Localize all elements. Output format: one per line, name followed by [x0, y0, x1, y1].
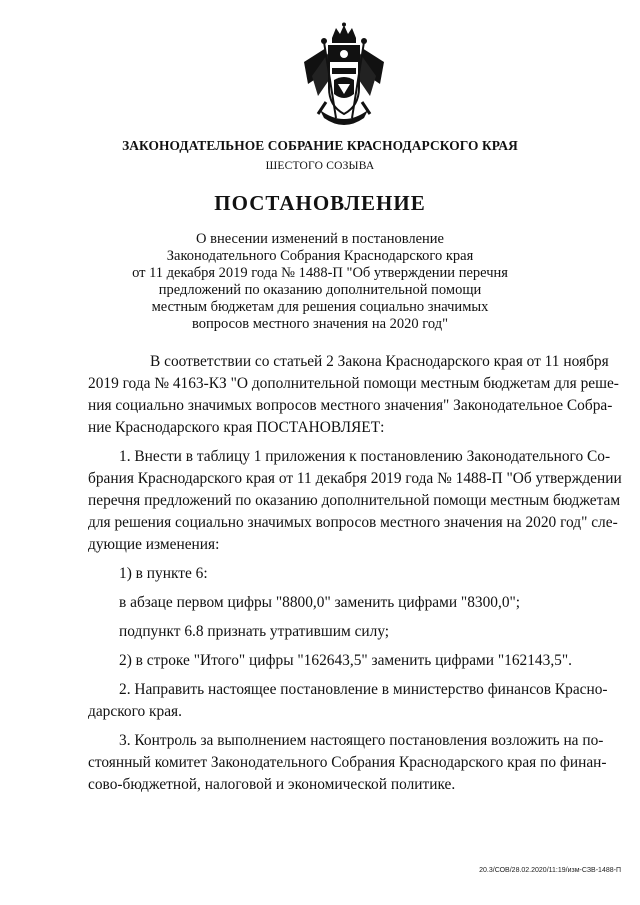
preamble-paragraph	[88, 351, 619, 439]
text-line: дарского края.	[88, 703, 182, 720]
coat-of-arms-icon	[296, 22, 392, 130]
item-1-paragraph	[88, 446, 622, 556]
convocation-label: ШЕСТОГО СОЗЫВА	[265, 160, 375, 172]
text-line: стоянный комитет Законодательного Собрания Краснодарского края по финан-	[88, 754, 607, 771]
document-body	[88, 351, 622, 803]
text-line: 2. Направить настоящее постановление в министерство финансов Красно-	[119, 681, 608, 698]
sub-item-1a	[119, 592, 600, 614]
text-line: перечня предложений по оказанию дополнительной помощи местным бюджетам	[88, 492, 621, 509]
text-line: 1. Внести в таблицу 1 приложения к постановлению Законодательного Со-	[119, 448, 611, 465]
subject-line: предложений по оказанию дополнительной помощи	[158, 282, 482, 298]
sub-item-1b	[119, 621, 600, 643]
document-type-heading: ПОСТАНОВЛЕНИЕ	[214, 191, 426, 215]
text-line: 2019 года № 4163-КЗ "О дополнительной помощи местным бюджетам для реше-	[88, 375, 619, 392]
text-line: ния социально значимых вопросов местного значения" Законодательное Собра-	[88, 397, 613, 414]
text-line: брания Краснодарского края от 11 декабря 2019 года № 1488-П "Об утверждении	[88, 470, 622, 487]
sub-item-1	[119, 563, 600, 585]
text-line: 2) в строке "Итого" цифры "162643,5" заменить цифрами "162143,5".	[119, 652, 572, 669]
text-line: 1) в пункте 6:	[119, 565, 208, 582]
text-line: сово-бюджетной, налоговой и экономической политике.	[88, 776, 456, 793]
text-line: дующие изменения:	[88, 536, 220, 553]
text-line: для решения социально значимых вопросов местного значения на 2020 год" сле-	[88, 514, 618, 531]
text-line: подпункт 6.8 признать утратившим силу;	[119, 623, 390, 640]
subject-line: вопросов местного значения на 2020 год"	[191, 316, 449, 332]
organization-title: ЗАКОНОДАТЕЛЬНОЕ СОБРАНИЕ КРАСНОДАРСКОГО КРАЯ	[122, 138, 518, 153]
item-2-paragraph	[88, 679, 608, 723]
document-code: 20.3/СОВ/28.02.2020/11:19/изм-СЗВ-1488-П	[479, 867, 621, 874]
item-3-paragraph	[88, 730, 607, 796]
subject-line: местным бюджетам для решения социально значимых	[151, 299, 489, 315]
subject-line: от 11 декабря 2019 года № 1488-П "Об утверждении перечня	[132, 265, 508, 281]
text-line: в абзаце первом цифры "8800,0" заменить цифрами "8300,0";	[119, 594, 521, 611]
subject-line: О внесении изменений в постановление	[196, 231, 444, 247]
document-subject	[0, 231, 640, 333]
text-line: В соответствии со статьей 2 Закона Краснодарского края от 11 ноября	[150, 353, 609, 370]
text-line: 3. Контроль за выполнением настоящего постановления возложить на по-	[119, 732, 604, 749]
sub-item-2	[119, 650, 600, 672]
subject-line: Законодательного Собрания Краснодарского края	[166, 248, 474, 264]
text-line: ние Краснодарского края ПОСТАНОВЛЯЕТ:	[88, 419, 385, 436]
